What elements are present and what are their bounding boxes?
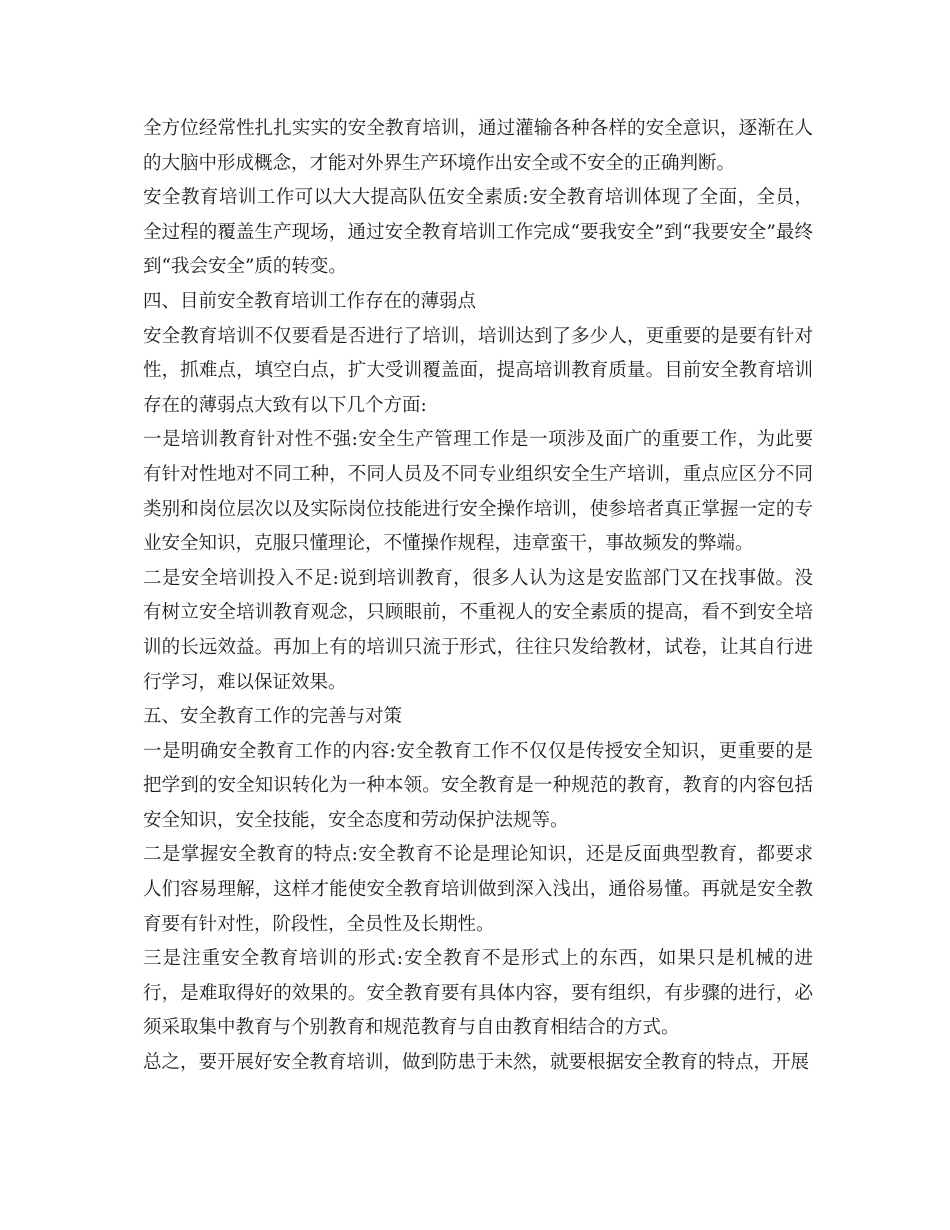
paragraph-conclusion: 总之，要开展好安全教育培训，做到防患于未然，就要根据安全教育的特点，开展 xyxy=(143,1052,810,1074)
paragraph-team-quality: 安全教育培训工作可以大大提高队伍安全素质:安全教育培训体现了全面，全员，全过程的覆盖生产现场，通过安全教育培训工作完成“要我安全”到“我要安全”最终到“我会安全”质的转变。 xyxy=(143,187,813,278)
paragraph-safety-awareness: 全方位经常性扎扎实实的安全教育培训，通过灌输各种各样的安全意识，逐渐在人的大脑中形成概念，才能对外界生产环境作出安全或不安全的正确判断。 xyxy=(143,118,813,174)
document-body xyxy=(143,112,813,1081)
section-heading-weak-points: 四、目前安全教育培训工作存在的薄弱点 xyxy=(143,290,477,312)
paragraph-weak-point-1: 一是培训教育针对性不强:安全生产管理工作是一项涉及面广的重要工作，为此要有针对性地对不同工种，不同人员及不同专业组织安全生产培训，重点应区分不同类别和岗位层次以及实际岗位技能进行安全操作培训，使参培者真正掌握一定的专业安全知识，克服只懂理论，不懂操作规程，违章蛮干，事故频发的弊端。 xyxy=(143,429,813,555)
paragraph-weak-points-intro: 安全教育培训不仅要看是否进行了培训，培训达到了多少人，更重要的是要有针对性，抓难点，填空白点，扩大受训覆盖面，提高培训教育质量。目前安全教育培训存在的薄弱点大致有以下几个方面: xyxy=(143,325,813,416)
section-heading-countermeasures: 五、安全教育工作的完善与对策 xyxy=(143,706,403,728)
paragraph-countermeasure-1: 一是明确安全教育工作的内容:安全教育工作不仅仅是传授安全知识，更重要的是把学到的安全知识转化为一种本领。安全教育是一种规范的教育，教育的内容包括安全知识，安全技能，安全态度和劳动保护法规等。 xyxy=(143,740,813,831)
paragraph-countermeasure-2: 二是掌握安全教育的特点:安全教育不论是理论知识，还是反面典型教育，都要求人们容易理解，这样才能使安全教育培训做到深入浅出，通俗易懂。再就是安全教育要有针对性，阶段性，全员性及长期性。 xyxy=(143,844,813,935)
paragraph-countermeasure-3: 三是注重安全教育培训的形式:安全教育不是形式上的东西，如果只是机械的进行，是难取得好的效果的。安全教育要有具体内容，要有组织，有步骤的进行，必须采取集中教育与个别教育和规范教育与自由教育相结合的方式。 xyxy=(143,948,813,1039)
paragraph-weak-point-2: 二是安全培训投入不足:说到培训教育，很多人认为这是安监部门又在找事做。没有树立安全培训教育观念，只顾眼前，不重视人的安全素质的提高，看不到安全培训的长远效益。再加上有的培训只流于形式，往往只发给教材，试卷，让其自行进行学习，难以保证效果。 xyxy=(143,567,813,693)
